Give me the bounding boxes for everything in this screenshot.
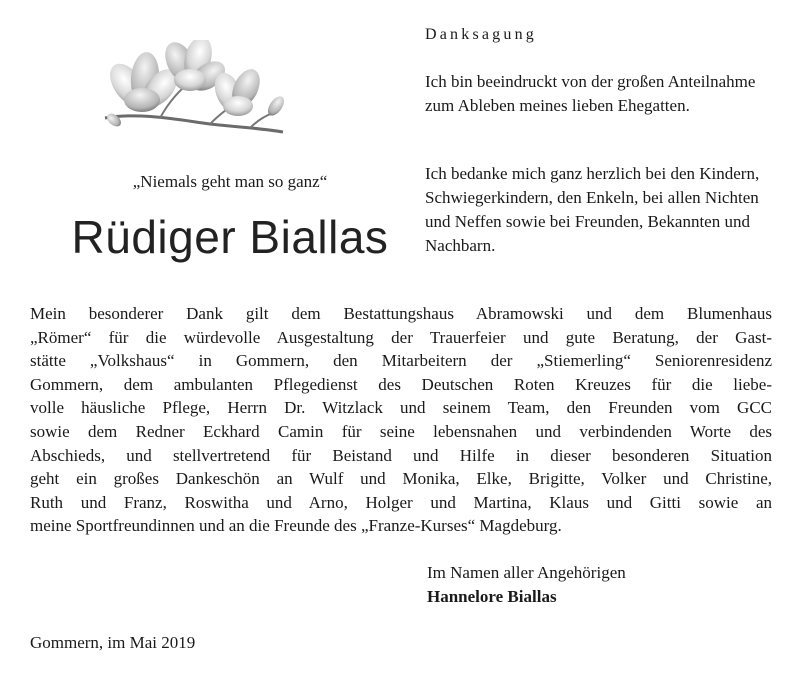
- main-text-line: sowie dem Redner Eckhard Camin für seine lebensnahen und verbindenden Worte des: [30, 421, 772, 441]
- main-text-line: volle häusliche Pflege, Herrn Dr. Witzlack und seinem Team, den Freunden vom GCC: [30, 398, 772, 418]
- motto-quote: „Niemals geht man so ganz“: [132, 172, 328, 191]
- main-text-line: geht ein großes Dankeschön an Wulf und Monika, Elke, Brigitte, Volker und Christine,: [30, 469, 772, 489]
- main-text-line: Gommern, dem ambulanten Pflegedienst des Deutschen Roten Kreuzes für die liebe-: [30, 374, 772, 394]
- magnolia-branch-icon: [100, 40, 285, 150]
- signature-line: Im Namen aller Angehörigen: [427, 563, 626, 582]
- main-text: [30, 302, 772, 538]
- deceased-name: Rüdiger Biallas: [71, 211, 389, 263]
- signature-name: Hannelore Biallas: [427, 587, 557, 606]
- main-text-line: „Römer“ für die würdevolle Ausgestaltung der Trauerfeier und gute Beratung, der Gast-: [30, 327, 772, 347]
- thanks-paragraph: Ich bedanke mich ganz herzlich bei den Kindern, Schwiegerkindern, den Enkeln, bei allen Nichten und Neffen sowie bei Freunden, Bekannten und Nachbarn.: [425, 164, 760, 255]
- notice-title: Danksagung: [425, 26, 537, 43]
- main-text-line: Ruth und Franz, Roswitha und Arno, Holger und Martina, Klaus und Gitti sowie an: [30, 492, 772, 512]
- place-date: Gommern, im Mai 2019: [30, 633, 196, 652]
- main-text-line: meine Sportfreundinnen und an die Freunde des „Franze-Kurses“ Magdeburg.: [30, 516, 562, 536]
- main-text-line: Mein besonderer Dank gilt dem Bestattungshaus Abramowski und dem Blumenhaus: [30, 304, 772, 323]
- main-text-line: Abschieds, und stellvertretend für Beistand und Hilfe in dieser besonderen Situation: [30, 445, 772, 465]
- main-text-line: stätte „Volkshaus“ in Gommern, den Mitarbeitern der „Stiemerling“ Seniorenresidenz: [30, 351, 772, 371]
- intro-paragraph: Ich bin beeindruckt von der großen Anteilnahme zum Ableben meines lieben Ehegatten.: [425, 72, 756, 115]
